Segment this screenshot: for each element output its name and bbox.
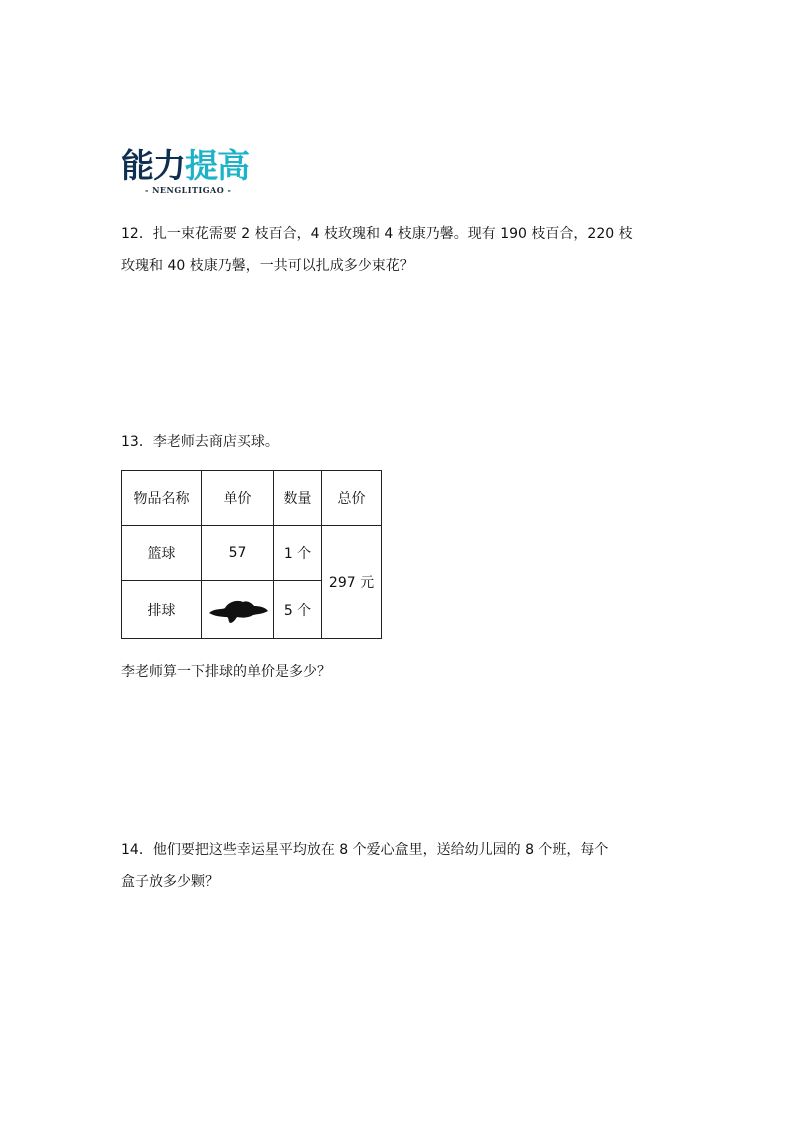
question-13-question: 李老师算一下排球的单价是多少？ bbox=[121, 664, 331, 680]
header-item-name: 物品名称 bbox=[122, 471, 202, 526]
row-volleyball-price bbox=[202, 581, 274, 639]
row-basketball-price: 57 bbox=[202, 526, 274, 581]
logo-subtitle: - NENGLITIGAO - bbox=[145, 185, 232, 195]
question-14 bbox=[121, 834, 681, 898]
row-basketball-qty: 1 个 bbox=[274, 526, 322, 581]
table-row bbox=[122, 526, 382, 581]
header-total-price: 总价 bbox=[322, 471, 382, 526]
table-header-row bbox=[122, 471, 382, 526]
logo-title bbox=[121, 148, 271, 184]
question-14-line-1: 14．他们要把这些幸运星平均放在 8 个爱心盒里，送给幼儿园的 8 个班，每个 bbox=[121, 842, 609, 858]
row-volleyball-qty: 5 个 bbox=[274, 581, 322, 639]
question-13-intro: 13．李老师去商店买球。 bbox=[121, 434, 279, 450]
question-12-line-1: 12．扎一束花需要 2 枝百合，4 枝玫瑰和 4 枝康乃馨。现有 190 枝百合，220 枝 bbox=[121, 226, 633, 242]
ink-blot-icon bbox=[207, 596, 269, 624]
logo-title-dark: 能力 bbox=[121, 146, 185, 185]
question-12 bbox=[121, 218, 681, 282]
row-basketball-name: 篮球 bbox=[122, 526, 202, 581]
logo-title-accent: 提高 bbox=[185, 146, 249, 185]
goods-table bbox=[121, 470, 382, 639]
header-unit-price: 单价 bbox=[202, 471, 274, 526]
row-volleyball-name: 排球 bbox=[122, 581, 202, 639]
question-12-line-2: 玫瑰和 40 枝康乃馨，一共可以扎成多少束花？ bbox=[121, 258, 414, 274]
question-14-line-2: 盒子放多少颗？ bbox=[121, 874, 219, 890]
total-price-cell: 297 元 bbox=[322, 526, 382, 639]
header-quantity: 数量 bbox=[274, 471, 322, 526]
logo bbox=[121, 148, 271, 196]
